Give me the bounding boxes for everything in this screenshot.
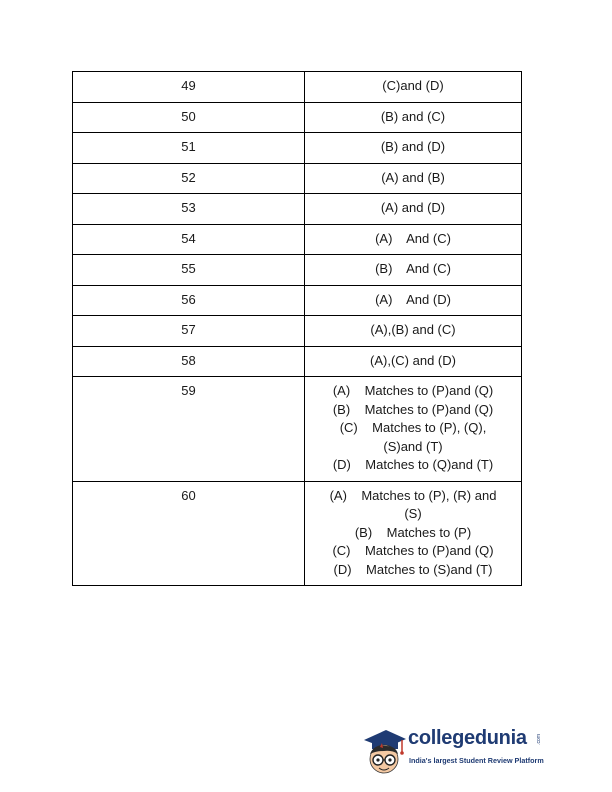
- question-number-cell: 51: [73, 133, 305, 164]
- answer-cell: [305, 316, 522, 347]
- table-row: [73, 72, 522, 103]
- answer-line: (D) Matches to (Q)and (T): [332, 457, 494, 472]
- brand-suffix: .com: [536, 734, 542, 745]
- answer-line: (C) Matches to (P)and (Q): [332, 543, 494, 558]
- answer-line: (A) and (B): [381, 169, 445, 185]
- table-row: [73, 316, 522, 347]
- table-row: [73, 285, 522, 316]
- answer-line: (B) And (C): [375, 261, 451, 276]
- answer-line: (B) Matches to (P): [354, 524, 472, 540]
- answer-line: (D) Matches to (S)and (T): [333, 561, 493, 577]
- question-number-cell: 52: [73, 163, 305, 194]
- collegedunia-logo: [360, 722, 550, 778]
- answer-line: (S)and (T): [383, 438, 443, 454]
- question-number-cell: 60: [73, 481, 305, 586]
- answer-cell: [305, 224, 522, 255]
- answer-cell: [305, 102, 522, 133]
- answer-line: (A) and (D): [380, 200, 446, 215]
- table-row: [73, 255, 522, 286]
- table-row: [73, 377, 522, 482]
- answer-cell: [305, 72, 522, 103]
- answer-cell: [305, 133, 522, 164]
- question-number-cell: 55: [73, 255, 305, 286]
- answer-line: (A),(C) and (D): [370, 352, 456, 368]
- question-number-cell: 50: [73, 102, 305, 133]
- table-row: [73, 133, 522, 164]
- question-number-cell: 59: [73, 377, 305, 482]
- answer-line: (S): [404, 506, 422, 521]
- answer-cell: [305, 377, 522, 482]
- answer-line: (A),(B) and (C): [370, 322, 456, 337]
- answer-line: (A) Matches to (P)and (Q): [332, 383, 494, 398]
- question-number-cell: 49: [73, 72, 305, 103]
- answer-line: (B) Matches to (P)and (Q): [332, 401, 494, 417]
- mascot-icon: [360, 722, 408, 778]
- answer-key-body: [73, 72, 522, 586]
- table-row: [73, 224, 522, 255]
- question-number-cell: 57: [73, 316, 305, 347]
- brand-tagline: India's largest Student Review Platform: [409, 756, 544, 765]
- answer-line: (C) Matches to (P), (Q),: [339, 420, 487, 435]
- answer-cell: [305, 163, 522, 194]
- answer-line: (A) And (D): [375, 291, 451, 307]
- table-row: [73, 163, 522, 194]
- table-row: [73, 194, 522, 225]
- answer-cell: [305, 481, 522, 586]
- answer-line: (A) Matches to (P), (R) and: [329, 487, 497, 503]
- question-number-cell: 56: [73, 285, 305, 316]
- answer-line: (B) and (C): [380, 108, 446, 124]
- answer-key-table: [72, 71, 522, 586]
- answer-cell: [305, 285, 522, 316]
- answer-line: (B) and (D): [380, 139, 446, 154]
- answer-cell: [305, 346, 522, 377]
- answer-line: (C)and (D): [382, 78, 444, 93]
- brand-name: collegedunia: [408, 727, 527, 749]
- question-number-cell: 58: [73, 346, 305, 377]
- question-number-cell: 53: [73, 194, 305, 225]
- answer-cell: [305, 255, 522, 286]
- answer-line: (A) And (C): [375, 230, 451, 246]
- table-row: [73, 346, 522, 377]
- question-number-cell: 54: [73, 224, 305, 255]
- answer-cell: [305, 194, 522, 225]
- table-row: [73, 481, 522, 586]
- table-row: [73, 102, 522, 133]
